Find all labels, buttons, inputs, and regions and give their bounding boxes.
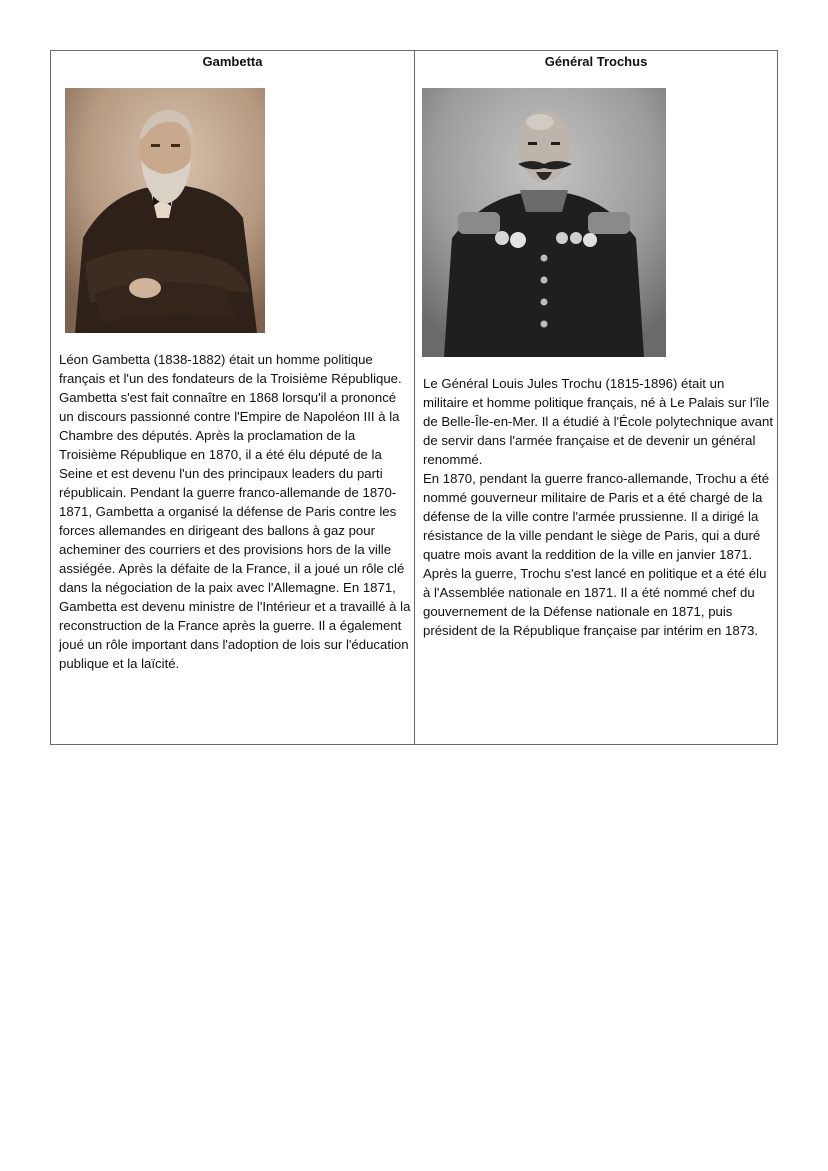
biography-paragraph: Le Général Louis Jules Trochu (1815-1896) était un militaire et homme politique français, né à Le Palais sur l'île de Belle-Île-en-Mer. Il a étudié à l'École polytechnique avant de servir dans l'armée française et de devenir un général renommé. (423, 376, 773, 467)
portrait-gambetta-image (65, 88, 265, 333)
portrait-trochu (422, 88, 666, 357)
biography-gambetta (59, 350, 411, 673)
biography-paragraph: En 1870, pendant la guerre franco-allemande, Trochu a été nommé gouverneur militaire de Paris et a été chargé de la défense de la ville contre l'armée prussienne. Il a dirigé la résistance de la ville pendant le siège de Paris, qui a duré quatre mois avant la reddition de la ville en janvier 1871. (423, 471, 770, 562)
column-trochu (415, 51, 777, 744)
portrait-trochu-image (422, 88, 666, 357)
comparison-table (50, 50, 778, 745)
biography-paragraph: Léon Gambetta (1838-1882) était un homme politique français et l'un des fondateurs de la Troisième République. Gambetta s'est fait connaître en 1868 lorsqu'il a prononcé un discours passionné contre l'Empire de Napoléon III à la Chambre des députés. Après la proclamation de la Troisième République en 1870, il a été élu député de la Seine et est devenu l'un des principaux leaders du parti républicain. Pendant la guerre franco-allemande de 1870-1871, Gambetta a organisé la défense de Paris contre les forces allemandes en dirigeant des ballons à gaz pour acheminer des courriers et des provisions hors de la ville assiégée. Après la défaite de la France, il a joué un rôle clé dans la négociation de la paix avec l'Allemagne. En 1871, Gambetta est devenu ministre de l'Intérieur et a travaillé à la reconstruction de la France après la guerre. Il a également joué un rôle important dans l'adoption de lois sur l'éducation publique et la laïcité. (59, 352, 411, 671)
column-gambetta (51, 51, 415, 744)
biography-paragraph: Après la guerre, Trochu s'est lancé en politique et a été élu à l'Assemblée nationale en 1871. Il a été nommé chef du gouvernement de la Défense nationale en 1871, puis président de la République française par intérim en 1873. (423, 566, 767, 638)
column-title-gambetta: Gambetta (202, 54, 263, 69)
biography-trochu (423, 374, 773, 640)
column-title-trochu: Général Trochus (544, 54, 648, 69)
portrait-gambetta (65, 88, 265, 333)
